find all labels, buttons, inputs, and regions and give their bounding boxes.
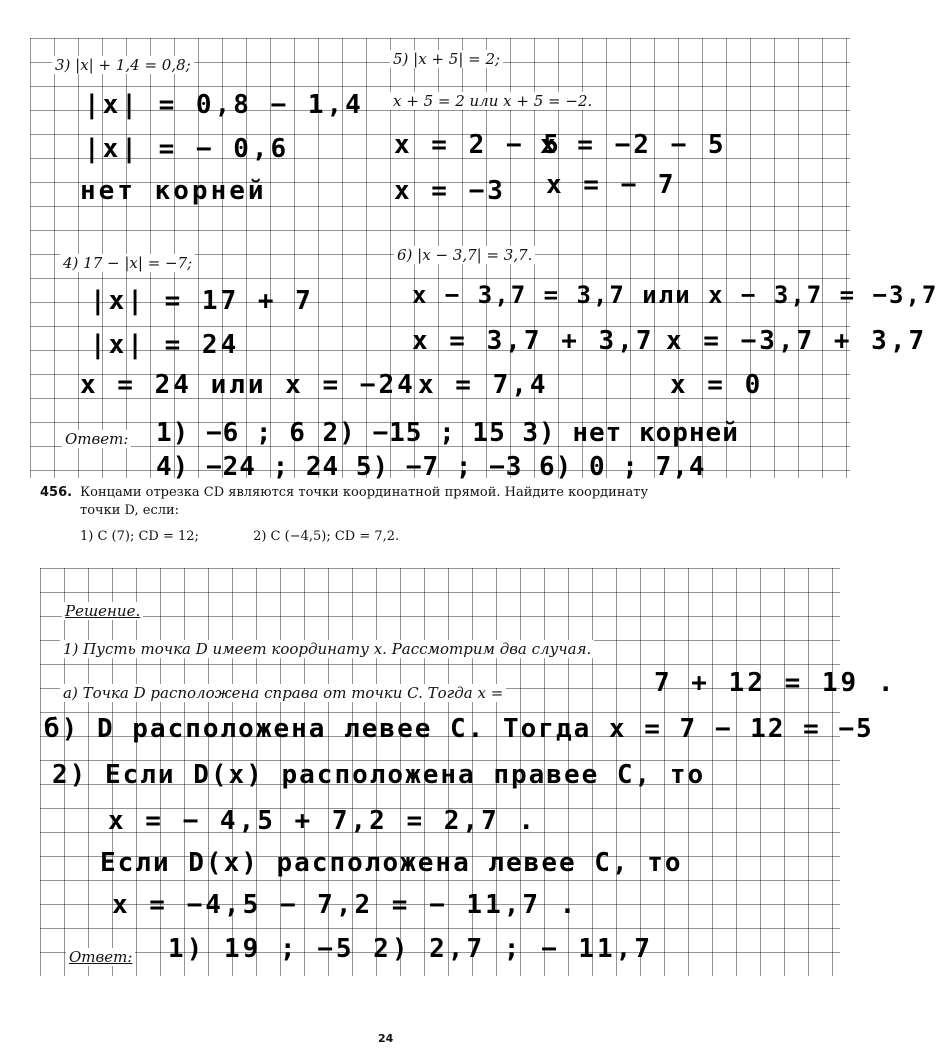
hw-line: x = −3,7 + 3,7 bbox=[666, 326, 928, 356]
hw-line: x = 3,7 + 3,7 bbox=[412, 326, 655, 356]
task-text-2: точки D, если: bbox=[80, 503, 180, 518]
solution-label: Решение. bbox=[62, 602, 143, 620]
page-number: 24 bbox=[378, 1032, 394, 1045]
answer-label: Ответ: bbox=[62, 430, 131, 448]
solution-line-1: 1) Пусть точка D имеет координату x. Рассмотрим два случая. bbox=[60, 640, 594, 658]
problem-3: 3) |x| + 1,4 = 0,8; bbox=[52, 56, 194, 74]
task-part-2: 2) C (−4,5); CD = 7,2. bbox=[253, 529, 400, 544]
hw-answer: 1) −6 ; 6 2) −15 ; 15 3) нет корней bbox=[156, 418, 739, 448]
task-number: 456. bbox=[40, 485, 73, 500]
problem-6: 6) |x − 3,7| = 3,7. bbox=[394, 246, 535, 264]
hw-line: нет корней bbox=[80, 176, 267, 206]
hw-line: x = −3 bbox=[394, 176, 506, 206]
task-text: Концами отрезка CD являются точки координатной прямой. Найдите координату bbox=[80, 485, 649, 500]
hw-line: x = 7,4 bbox=[418, 370, 549, 400]
hw-line: б) D расположена левее C. Тогда x = 7 − 12 = −5 bbox=[44, 714, 874, 744]
hw-line: |x| = 17 + 7 bbox=[90, 286, 314, 316]
hw-line: x = − 7 bbox=[546, 170, 677, 200]
hw-line: Если D(x) расположена левее C, то bbox=[100, 848, 683, 878]
hw-line: 7 + 12 = 19 . bbox=[654, 668, 897, 698]
hw-line: x = − 4,5 + 7,2 = 2,7 . bbox=[108, 806, 538, 836]
hw-line: x − 3,7 = 3,7 или x − 3,7 = −3,7 bbox=[412, 281, 938, 309]
hw-answer: 4) −24 ; 24 5) −7 ; −3 6) 0 ; 7,4 bbox=[156, 452, 706, 482]
task-456 bbox=[40, 484, 860, 546]
hw-answer: 1) 19 ; −5 2) 2,7 ; − 11,7 bbox=[168, 934, 653, 964]
solution-line-2: а) Точка D расположена справа от точки C. Тогда x = bbox=[60, 684, 506, 702]
task-part-1: 1) C (7); CD = 12; bbox=[80, 529, 199, 544]
hw-line: |x| = − 0,6 bbox=[84, 134, 290, 164]
hw-line: 2) Если D(x) расположена правее C, то bbox=[52, 760, 706, 790]
hw-line: x = −4,5 − 7,2 = − 11,7 . bbox=[112, 890, 579, 920]
hw-line: |x| = 0,8 − 1,4 bbox=[84, 90, 364, 120]
problem-5: 5) |x + 5| = 2; bbox=[390, 50, 503, 68]
hw-line: |x| = 24 bbox=[90, 330, 240, 360]
hw-line: x = 24 или x = −24 bbox=[80, 370, 416, 400]
problem-4: 4) 17 − |x| = −7; bbox=[60, 254, 195, 272]
hw-line: x = 0 bbox=[670, 370, 764, 400]
hw-line: x = −2 − 5 bbox=[540, 130, 727, 160]
answer-label-2: Ответ: bbox=[66, 948, 135, 966]
problem-5-cases: x + 5 = 2 или x + 5 = −2. bbox=[390, 92, 595, 110]
hw-line: x = 2 − 5 bbox=[394, 130, 562, 160]
